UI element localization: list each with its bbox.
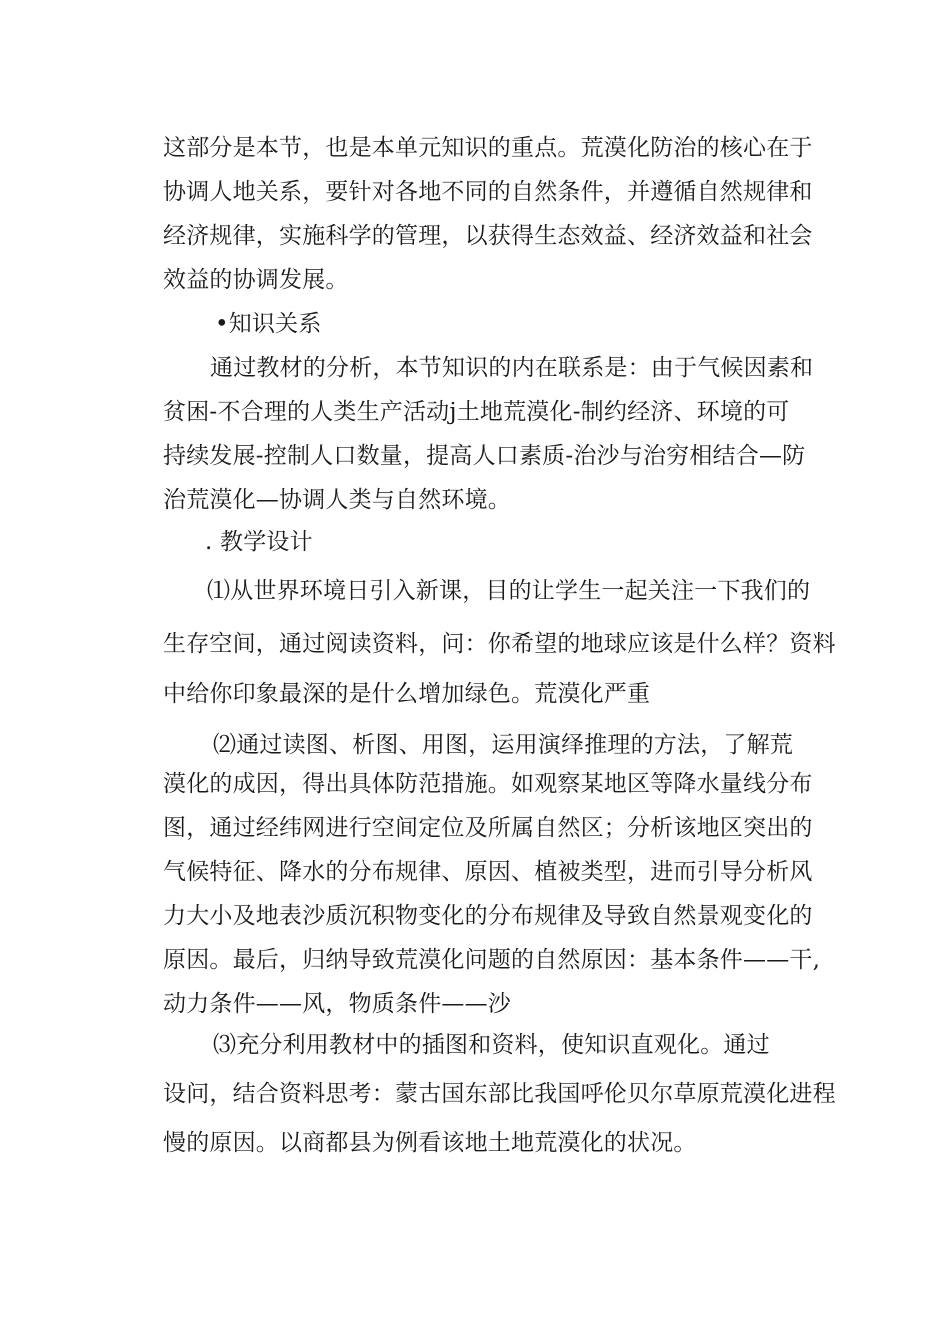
text-line: 贫困-不合理的人类生产活动j土地荒漠化-制约经济、环境的可	[163, 399, 790, 425]
text-line: 动力条件——风，物质条件——沙	[163, 991, 511, 1017]
text-line: 图，通过经纬网进行空间定位及所属自然区；分析该地区突出的	[163, 815, 813, 841]
text-line: ⑴从世界环境日引入新课，目的让学生一起关注一下我们的	[207, 578, 811, 604]
heading-line: •知识关系	[215, 311, 322, 337]
text-line: 协调人地关系，要针对各地不同的自然条件，并遵循自然规律和	[163, 179, 813, 205]
text-line: ⑶充分利用教材中的插图和资料，使知识直观化。通过	[213, 1032, 770, 1058]
heading-line: . 教学设计	[205, 529, 313, 555]
text-line: 这部分是本节，也是本单元知识的重点。荒漠化防治的核心在于	[163, 135, 813, 161]
text-line: 效益的协调发展。	[163, 267, 349, 293]
text-line: ⑵通过读图、析图、用图，运用演绎推理的方法，了解荒	[213, 732, 793, 758]
text-line: 治荒漠化—协调人类与自然环境。	[163, 487, 511, 513]
text-line: 气候特征、降水的分布规律、原因、植被类型，进而引导分析风	[163, 859, 813, 885]
text-line: 设问，结合资料思考：蒙古国东部比我国呼伦贝尔草原荒漠化进程	[163, 1081, 836, 1107]
text-line: 中给你印象最深的是什么增加绿色。荒漠化严重	[163, 681, 651, 707]
text-line: 经济规律，实施科学的管理，以获得生态效益、经济效益和社会	[163, 223, 813, 249]
text-line: 力大小及地表沙质沉积物变化的分布规律及导致自然景观变化的	[163, 903, 813, 929]
text-line: 漠化的成因，得出具体防范措施。如观察某地区等降水量线分布	[163, 771, 813, 797]
text-line: 慢的原因。以商都县为例看该地土地荒漠化的状况。	[163, 1130, 697, 1156]
text-line: 生存空间，通过阅读资料，问：你希望的地球应该是什么样？资料	[163, 631, 836, 657]
text-line: 持续发展-控制人口数量，提高人口素质-治沙与治穷相结合—防	[163, 443, 806, 469]
text-line: 原因。最后，归纳导致荒漠化问题的自然原因：基本条件——干,	[163, 947, 821, 973]
text-line: 通过教材的分析，本节知识的内在联系是：由于气候因素和	[210, 355, 814, 381]
